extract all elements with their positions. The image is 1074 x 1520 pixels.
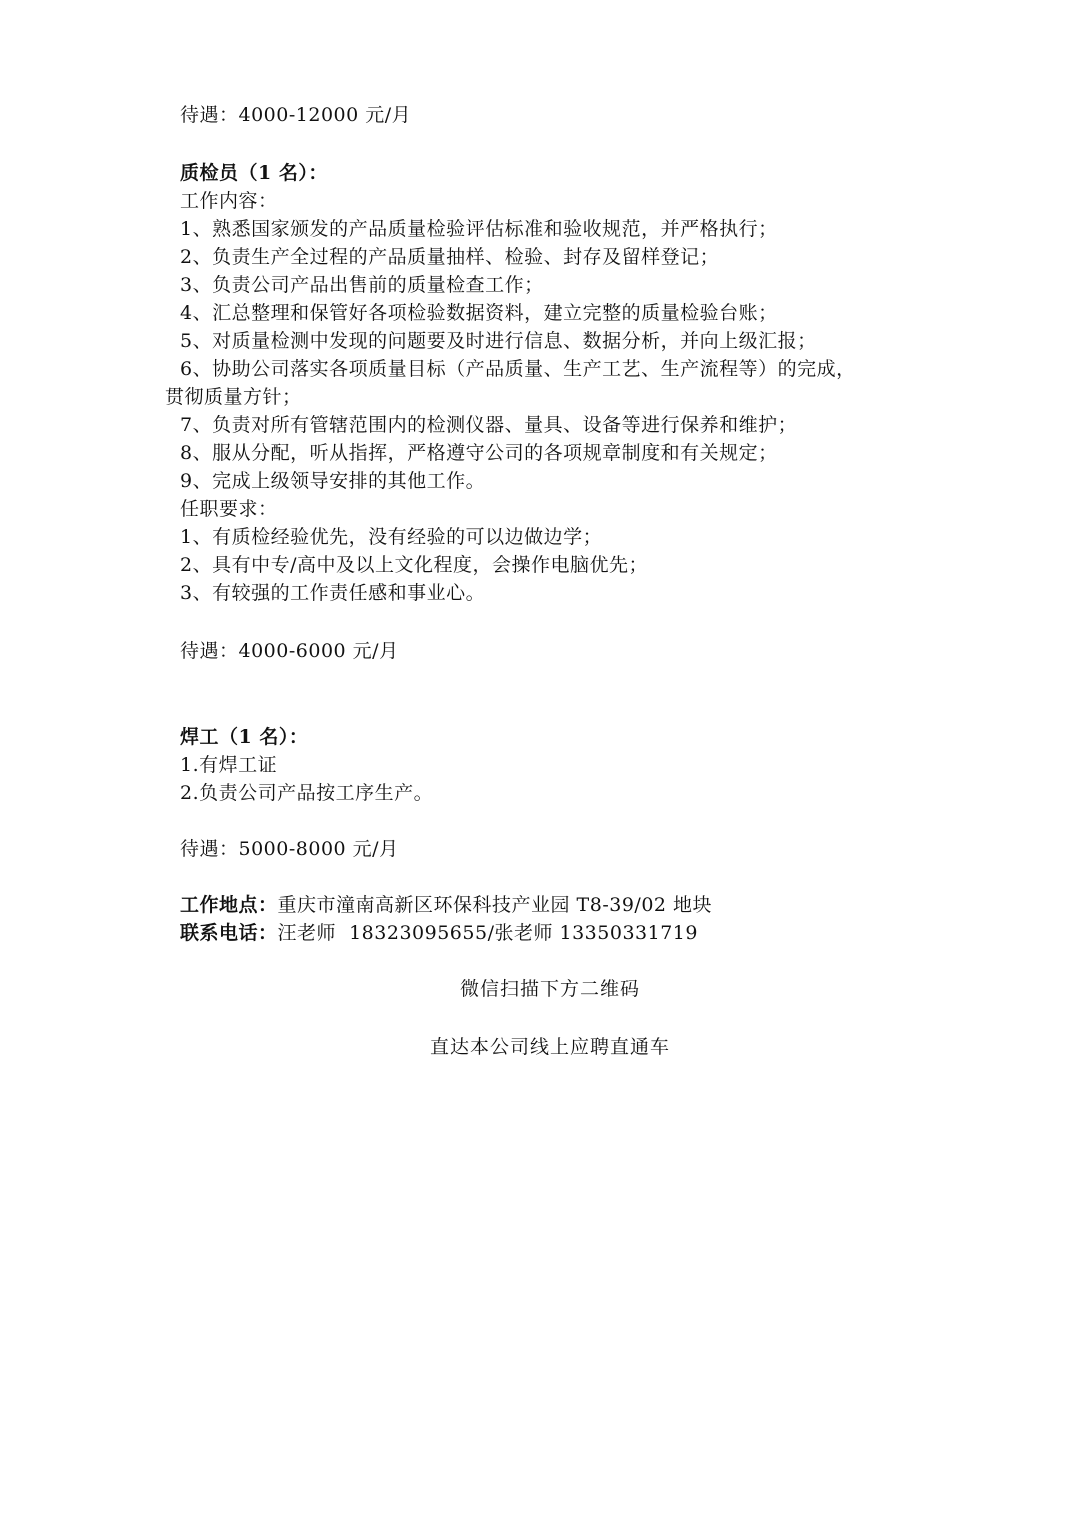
work-location xyxy=(180,892,712,918)
inspector-requirement: 3、有较强的工作责任感和事业心。 xyxy=(180,582,486,604)
contact-phone xyxy=(180,920,698,946)
welder-salary: 待遇：5000-8000 元/月 xyxy=(180,838,399,860)
welder-item: 1.有焊工证 xyxy=(180,754,278,776)
inspector-requirement: 2、具有中专/高中及以上文化程度，会操作电脑优先； xyxy=(180,554,648,576)
work-location-label: 工作地点： xyxy=(180,894,278,916)
inspector-duty: 7、负责对所有管辖范围内的检测仪器、量具、设备等进行保养和维护； xyxy=(180,414,798,436)
welder-title: 焊工（1 名）： xyxy=(180,726,309,748)
inspector-duties-heading: 工作内容： xyxy=(180,190,278,212)
welder-item: 2.负责公司产品按工序生产。 xyxy=(180,782,434,804)
inspector-duty: 4、汇总整理和保管好各项检验数据资料，建立完整的质量检验台账； xyxy=(180,302,778,324)
inspector-requirement: 1、有质检经验优先，没有经验的可以边做边学； xyxy=(180,526,603,548)
inspector-duty: 3、负责公司产品出售前的质量检查工作； xyxy=(180,274,544,296)
inspector-title: 质检员（1 名）： xyxy=(180,162,328,184)
salary-top: 待遇：4000-12000 元/月 xyxy=(180,104,412,126)
inspector-salary: 待遇：4000-6000 元/月 xyxy=(180,640,399,662)
contact-phone-label: 联系电话： xyxy=(180,922,278,944)
inspector-duty: 6、协助公司落实各项质量目标（产品质量、生产工艺、生产流程等）的完成， xyxy=(180,358,856,380)
qr-instruction: 微信扫描下方二维码 xyxy=(459,978,640,1000)
inspector-req-heading: 任职要求： xyxy=(180,498,278,520)
inspector-duty: 9、完成上级领导安排的其他工作。 xyxy=(180,470,486,492)
inspector-duty: 2、负责生产全过程的产品质量抽样、检验、封存及留样登记； xyxy=(180,246,720,268)
inspector-duty: 贯彻质量方针； xyxy=(165,386,302,408)
inspector-duty: 5、对质量检测中发现的问题要及时进行信息、数据分析，并向上级汇报； xyxy=(180,330,817,352)
inspector-duty: 8、服从分配，听从指挥，严格遵守公司的各项规章制度和有关规定； xyxy=(180,442,778,464)
inspector-duty: 1、熟悉国家颁发的产品质量检验评估标准和验收规范，并严格执行； xyxy=(180,218,778,240)
work-location-value: 重庆市潼南高新区环保科技产业园 T8-39/02 地块 xyxy=(277,894,713,916)
qr-caption: 直达本公司线上应聘直通车 xyxy=(429,1036,670,1058)
contact-phone-value: 汪老师 18323095655/张老师 13350331719 xyxy=(277,922,698,944)
